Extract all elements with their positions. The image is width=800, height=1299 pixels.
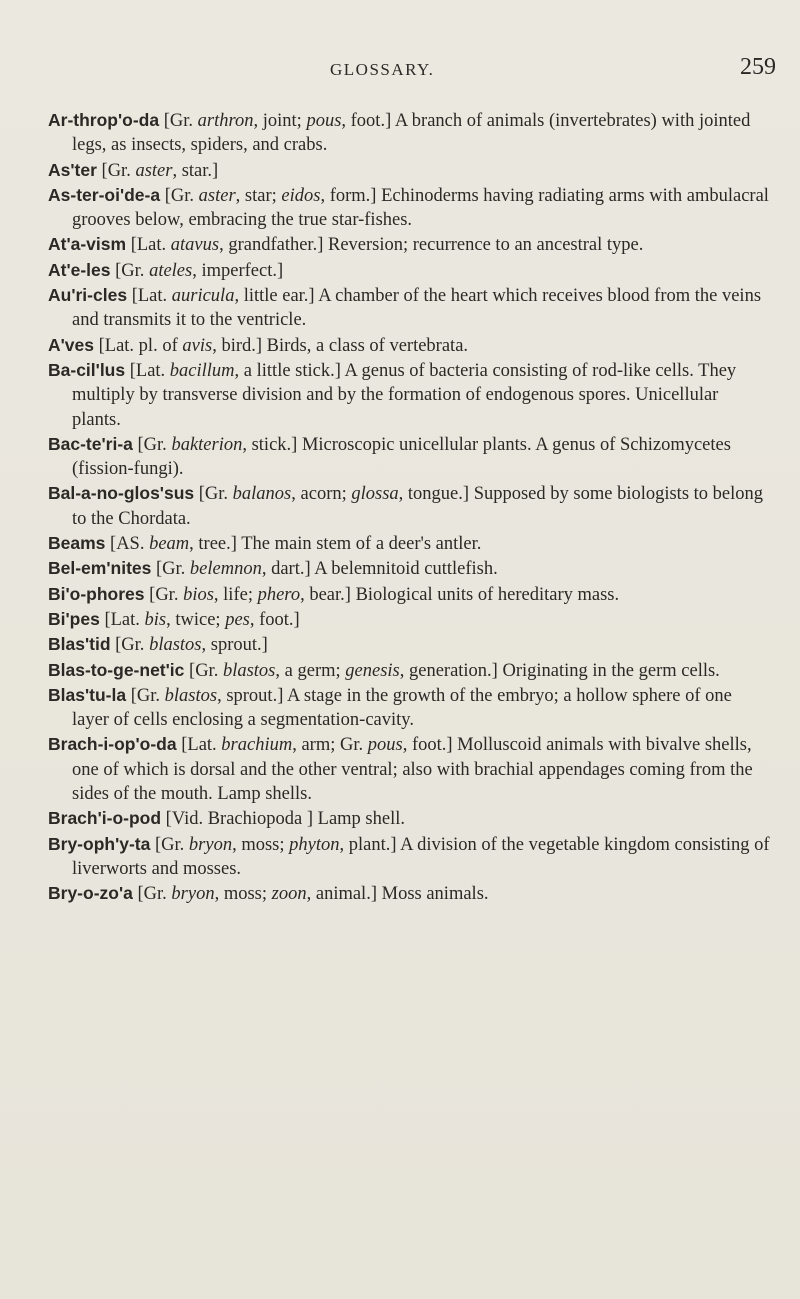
glossary-entry — [48, 283, 770, 333]
definition: Reversion; recurrence to an ancestral type. — [327, 235, 644, 256]
definition: Echinoderms having radiating arms with ambulacral grooves below, embracing the true star-fishes. — [72, 185, 769, 231]
headword: Bal-a-no-glos'sus — [48, 483, 195, 504]
glossary-entry — [48, 333, 770, 358]
glossary-entry — [48, 582, 770, 607]
glossary-entry — [48, 258, 770, 283]
etymology: [Lat. bis, twice; pes, foot.] — [104, 609, 300, 630]
glossary-entry — [48, 556, 770, 581]
headword: Blas'tid — [48, 634, 111, 655]
glossary-entry — [48, 358, 770, 432]
definition: Moss animals. — [381, 884, 489, 905]
glossary-entry — [48, 632, 770, 657]
page-header — [0, 54, 800, 96]
running-title: GLOSSARY. — [330, 60, 435, 79]
glossary-entry — [48, 183, 770, 233]
definition: Biological units of hereditary mass. — [355, 584, 620, 605]
etymology: [Gr. bios, life; phero, bear.] — [149, 584, 351, 605]
glossary-entry — [48, 158, 770, 183]
definition: A branch of animals (invertebrates) with jointed legs, as insects, spiders, and crabs. — [72, 111, 751, 156]
headword: Ba-cil'lus — [48, 359, 126, 380]
etymology: [Gr. belemnon, dart.] — [155, 559, 311, 580]
etymology: [Gr. blastos, sprout.] — [130, 685, 284, 706]
definition: Molluscoid animals with bivalve shells, one of which is dorsal and the other ventral; also with brachial appendages coming from the sides of the mouth. Lamp shells. — [72, 735, 753, 805]
definition: Birds, a class of vertebrata. — [266, 335, 469, 356]
headword: A'ves — [48, 334, 94, 355]
page-number: 259 — [740, 54, 776, 80]
etymology: [Lat. atavus, grandfather.] — [130, 235, 324, 256]
headword: As'ter — [48, 159, 97, 180]
etymology: [AS. beam, tree.] — [110, 534, 237, 555]
etymology: [Lat. bacillum, a little stick.] — [129, 360, 341, 381]
glossary-entry — [48, 806, 770, 831]
definition: A chamber of the heart which receives blood from the veins and transmits it to the ventricle. — [72, 286, 762, 331]
etymology: [Gr. bryon, moss; phyton, plant.] — [155, 834, 397, 855]
etymology: [Gr. bakterion, stick.] — [137, 434, 298, 455]
definition: The main stem of a deer's antler. — [241, 534, 482, 555]
headword: Blas-to-ge-net'ic — [48, 659, 185, 680]
headword: Bi'o-phores — [48, 583, 145, 604]
glossary-entry — [48, 481, 770, 531]
etymology: [Gr. blastos, a germ; genesis, generation.] — [189, 660, 498, 681]
headword: Blas'tu-la — [48, 684, 127, 705]
etymology: [Gr. arthron, joint; pous, foot.] — [163, 111, 392, 131]
headword: Brach'i-o-pod — [48, 808, 162, 829]
etymology: [Gr. blastos, sprout.] — [115, 635, 268, 656]
glossary-entry — [48, 531, 770, 556]
glossary-entries — [48, 108, 770, 907]
etymology: [Lat. brachium, arm; Gr. pous, foot.] — [181, 735, 453, 756]
etymology: [Gr. balanos, acorn; glossa, tongue.] — [198, 484, 470, 505]
definition: Lamp shell. — [317, 809, 405, 830]
glossary-entry — [48, 232, 770, 257]
headword: Beams — [48, 533, 106, 554]
headword: Bel-em'nites — [48, 558, 152, 579]
definition: Microscopic unicellular plants. A genus of Schizomycetes (fission-fungi). — [72, 434, 731, 480]
glossary-entry — [48, 683, 770, 733]
etymology: [Gr. bryon, moss; zoon, animal.] — [137, 884, 377, 905]
glossary-entry — [48, 881, 770, 906]
definition: A genus of bacteria consisting of rod-like cells. They multiply by transverse division and by the formation of endogenous spores. Unicellular plants. — [72, 360, 737, 430]
glossary-entry — [48, 607, 770, 632]
glossary-entry — [48, 432, 770, 482]
definition: A belemnitoid cuttlefish. — [314, 559, 498, 580]
glossary-entry — [48, 108, 770, 158]
headword: Bry-o-zo'a — [48, 883, 133, 904]
headword: As-ter-oi'de-a — [48, 184, 161, 205]
glossary-entry — [48, 832, 770, 882]
etymology: [Lat. auricula, little ear.] — [131, 286, 315, 307]
etymology: [Vid. Brachiopoda ] — [165, 809, 314, 830]
definition: Supposed by some biologists to belong to the Chordata. — [72, 484, 764, 529]
headword: At'e-les — [48, 259, 111, 280]
headword: Bac-te'ri-a — [48, 433, 133, 454]
headword: Ar-throp'o-da — [48, 110, 160, 130]
etymology: [Gr. aster, star.] — [101, 160, 219, 181]
definition: A division of the vegetable kingdom consisting of liverworts and mosses. — [72, 834, 770, 879]
headword: Bry-oph'y-ta — [48, 833, 151, 854]
etymology: [Gr. aster, star; eidos, form.] — [164, 185, 377, 206]
headword: Bi'pes — [48, 608, 100, 629]
glossary-entry — [48, 732, 770, 806]
etymology: [Gr. ateles, imperfect.] — [115, 260, 284, 281]
etymology: [Lat. pl. of avis, bird.] — [98, 335, 263, 356]
definition: Originating in the germ cells. — [502, 660, 720, 681]
headword: Au'ri-cles — [48, 285, 128, 306]
headword: Brach-i-op'o-da — [48, 734, 177, 755]
definition: A stage in the growth of the embryo; a hollow sphere of one layer of cells enclosing a segmentation-cavity. — [72, 685, 732, 731]
glossary-entry — [48, 658, 770, 683]
headword: At'a-vism — [48, 234, 127, 255]
